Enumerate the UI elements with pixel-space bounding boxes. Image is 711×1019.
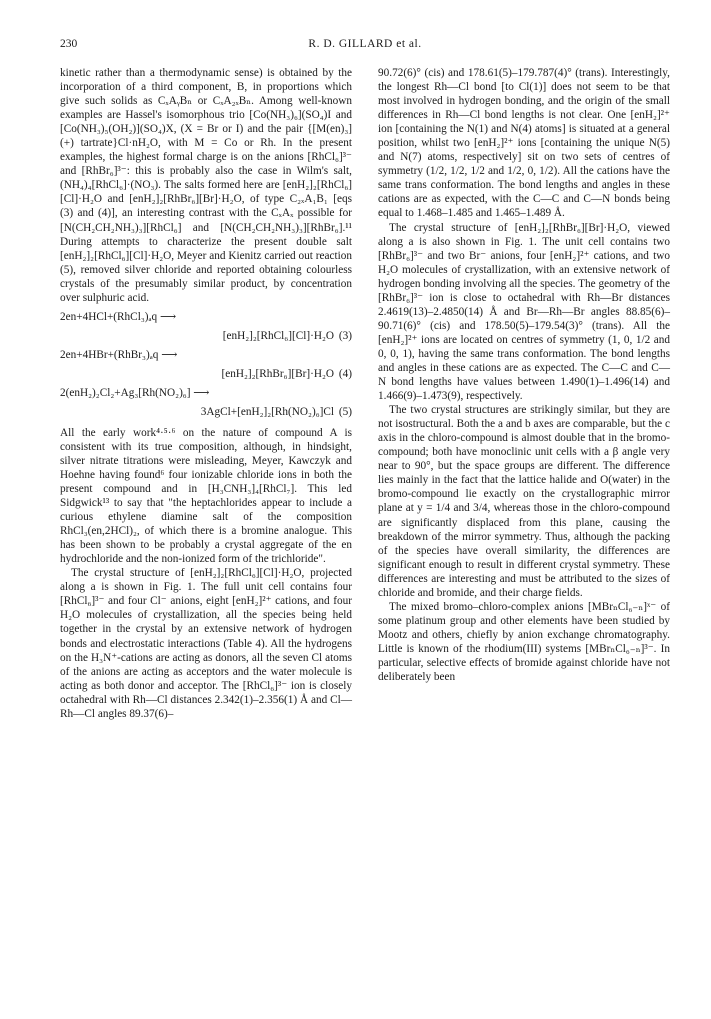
equation-rhs: [enH₂]₂[RhCl₆][Cl]·H₂O <box>222 329 334 342</box>
running-head: R. D. GILLARD et al. <box>308 38 422 50</box>
paragraph: All the early work⁴·⁵·⁶ on the nature of compound A is consistent with its true composition, although, in hindsight, silver nitrate titrations were misleading, Meyer, Kawczyk and Hoehne having found⁶ four ionizable chloride ions in both the present compound and in [H₃CNH₃]₄[RhCl₇]. This led Sidgwick¹³ to say that "the heptachlorides appear to include a curious ethylene diamine salt of the composition RhCl₃(en,2HCl)₂, of which there is a bromine analogue. This has been shown to be probably a crystal aggregate of the en hydrochloride and the non-ionized form of the trichloride". <box>60 426 352 566</box>
equation-line <box>60 308 352 327</box>
equation-lhs: 2(enH₂)₂Cl₂+Ag₃[Rh(NO₂)₆] ⟶ <box>60 386 210 399</box>
equation-line <box>60 384 352 403</box>
equation-line <box>60 346 352 365</box>
equation-line <box>60 327 352 346</box>
equation-rhs: 3AgCl+[enH₂]₂[Rh(NO₂)₆]Cl <box>200 405 334 418</box>
equation-number: (3) <box>338 329 352 342</box>
right-column <box>378 66 670 684</box>
page-number: 230 <box>60 38 78 50</box>
paragraph: The crystal structure of [enH₂]₂[RhCl₆][Cl]·H₂O, projected along a is shown in Fig. 1. The full unit cell contains four [RhCl₆]³⁻ and four Cl⁻ anions, eight [enH₂]²⁺ cations, and four H₂O molecules of crystallization, all the species being held together in the crystal by an extensive network of hydrogen bonds and electrostatic interactions (Table 4). All the hydrogens on the H₃N⁺-cations are acting as donors, all the seven Cl atoms of the anions are acting as acceptors and the water molecule is acting as both donor and acceptor. The [RhCl₆]³⁻ ion is closely octahedral with Rh—Cl distances 2.342(1)–2.356(1) Å and Cl—Rh—Cl angles 89.37(6)– <box>60 567 352 720</box>
equation-lhs: 2en+4HCl+(RhCl₃)ₐq ⟶ <box>60 310 177 323</box>
paragraph: kinetic rather than a thermodynamic sense) is obtained by the incorporation of a third component, B, in proportions which give such solids as CₓAᵧBₙ or CₓA₂ₓBₙ. Among well-known examples are Hassel's isomorphous trio [Co(NH₃)₆](SO₄)I and [Co(NH₃)₅(OH₂)](SO₄)X, (X = Br or I) and the pair {[M(en)₃](+) tartrate}Cl·nH₂O, with M = Co or Rh. In the present examples, the highest formal charge is on the anions [RhCl₆]³⁻ and [RhBr₆]³⁻: this is probably also the case in Wilm's salt, (NH₄)₄[RhCl₆]·(NO₃). The salts formed here are [enH₂]₂[RhCl₆][Cl]·H₂O and [enH₂]₂[RhBr₆][Br]·H₂O, of type C₂ₓA₁B₁ [eqs (3) and (4)], an interesting contrast with the CₓAₓ possible for [N(CH₂CH₂NH₃)₃][RhCl₆] and [N(CH₂CH₂NH₃)₃][RhBr₆].¹¹ During attempts to characterize the present double salt [enH₂]₂[RhCl₆][Cl]·H₂O, Meyer and Kienitz carried out reaction (5), removed silver chloride and reported obtaining colourless crystals of the presumably similar product, by concentration over sulphuric acid. <box>60 67 352 304</box>
equation-line <box>60 365 352 384</box>
equation-block <box>60 308 352 422</box>
page-header <box>60 38 670 56</box>
left-column <box>60 66 352 721</box>
equation-line <box>60 403 352 422</box>
paragraph: 90.72(6)° (cis) and 178.61(5)–179.787(4)° (trans). Interestingly, the longest Rh—Cl bond [to Cl(1)] does not seem to be that most involved in hydrogen bonding, and the origin of the small differences in Rh—Cl bond lengths is not clear. One [enH₂]²⁺ ion [containing the N(1) and N(4) atoms] is situated at a general position, whilst two [enH₂]²⁺ ions [containing the unique N(5) and N(7) atoms, respectively] sit on two sets of centres of symmetry (1/2, 1/2, 1/2 and 1/2, 0, 1/2). All the cations have the same trans conformation. The bond lengths and angles in these cations are as expected, with the C—C and C—N bonds being equal to 1.468–1.485 and 1.465–1.489 Å. <box>378 67 670 220</box>
paragraph: The two crystal structures are strikingly similar, but they are not isostructural. Both the a and b axes are comparable, but the c axis in the chloro-compound is almost double that in the bromo-compound; both have monoclinic unit cells with a β angle very near to 90°, but the space groups are different. The difference lies mainly in the fact that the lattice halide and O(water) in the bromo-compound lie exactly on the crystallographic mirror plane at y = 1/4 and 3/4, whereas those in the chloro-compound are significantly displaced from this plane, causing the breakdown of the mirror symmetry. Thus, although the packing of the species have overall similarity, the differences are significant enough to result in different crystal symmetry. These differences are interesting and must be attributed to the sizes of chloride and bromide, and their charge fields. <box>378 404 670 599</box>
paragraph: The crystal structure of [enH₂]₂[RhBr₆][Br]·H₂O, viewed along a is also shown in Fig. 1. The unit cell contains two [RhBr₆]³⁻ and two Br⁻ anions, four [enH₂]²⁺ cations, and two H₂O molecules of crystallization, with an extensive network of hydrogen bonding involving all the species. The geometry of the [RhBr₆]³⁻ ion is close to octahedral with Rh—Br distances 2.4619(13)–2.4850(14) Å and Br—Rh—Br angles 88.85(6)–90.71(6)° (cis) and 178.50(5)–179.54(3)° (trans). All the [enH₂]²⁺ ions are located on centres of symmetry (1, 0, 1/2 and 0, 0, 1), having the same trans conformation. The bond lengths and angles in these cations are as expected. The C—C and C—N bond lengths have values between 1.490(1)–1.496(14) and 1.466(9)–1.473(9), respectively. <box>378 221 670 403</box>
paragraph: The mixed bromo–chloro-complex anions [MBrₙCl₆₋ₙ]ˣ⁻ of some platinum group and other elements have been studied by Mootz and others, chiefly by anion exchange chromatography. Little is known of the rhodium(III) systems [MBrₙCl₆₋ₙ]³⁻. In particular, selective effects of bromide against chloride have not deliberately been <box>378 600 670 684</box>
equation-number: (5) <box>338 405 352 418</box>
equation-number: (4) <box>338 367 352 380</box>
equation-lhs: 2en+4HBr+(RhBr₃)ₐq ⟶ <box>60 348 178 361</box>
equation-rhs: [enH₂]₂[RhBr₆][Br]·H₂O <box>221 367 334 380</box>
